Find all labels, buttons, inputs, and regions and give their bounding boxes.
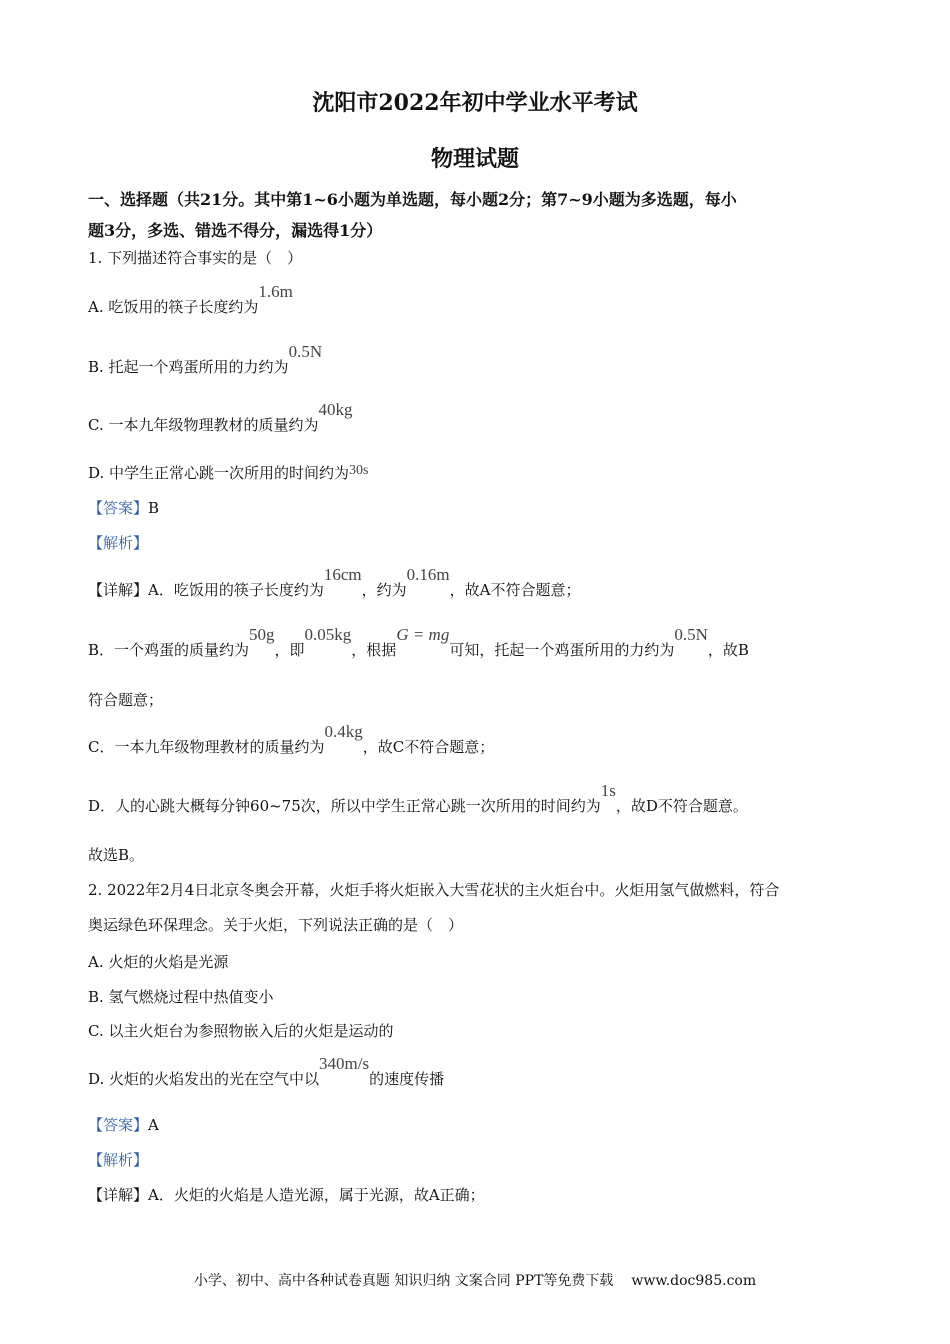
q1-detail-d-value1: 1s [600, 781, 616, 800]
exam-subtitle: 物理试题 [430, 146, 519, 172]
footer-url[interactable]: www.doc985.com [631, 1273, 757, 1289]
q1-detail-b-value1: 50g [249, 625, 275, 644]
q1-option-b [88, 342, 323, 377]
q1-detail-a [88, 565, 581, 600]
q1-option-d-value: 30s [349, 463, 369, 478]
q1-detail-b-text2: ，即 [274, 641, 305, 659]
q2-answer-value: A [148, 1116, 159, 1134]
q2-option-b: B. 氢气燃烧过程中热值变小 [88, 988, 274, 1006]
q1-detail-a-text3: ，故A不符合题意； [449, 581, 581, 599]
q1-detail-a-text: A．吃饭用的筷子长度约为 [148, 581, 324, 599]
q1-detail-a-value2: 0.16m [406, 565, 450, 584]
q1-answer-tag: 【答案】 [88, 499, 149, 517]
q1-detail-d-text: D．人的心跳大概每分钟60~75次，所以中学生正常心跳一次所用的时间约为 [88, 797, 601, 815]
q1-detail-b-text5: ，故B [707, 641, 749, 659]
q2-analysis [88, 1149, 148, 1170]
q1-option-a [88, 282, 293, 317]
q1-detail-d [88, 781, 748, 816]
q2-option-d [88, 1054, 445, 1089]
q1-detail-b-text4: 可知，托起一个鸡蛋所用的力约为 [449, 641, 675, 659]
q2-analysis-tag: 【解析】 [88, 1151, 149, 1169]
page-footer [0, 1270, 950, 1290]
q1-option-c-text: C. 一本九年级物理教材的质量约为 [88, 416, 319, 434]
q1-option-c-value: 40kg [318, 400, 353, 419]
q1-option-d-text: D. 中学生正常心跳一次所用的时间约为 [88, 464, 350, 482]
q1-detail-b-formula: G = mg [396, 625, 450, 644]
q1-detail-b-text3: ，根据 [351, 641, 397, 659]
section-heading-line2: 题3分，多选、错选不得分，漏选得1分） [88, 221, 383, 240]
q1-detail-c [88, 722, 495, 757]
q2-option-d-value: 340m/s [319, 1054, 370, 1073]
q1-detail-b-cont: 符合题意； [88, 691, 164, 709]
q2-option-d-text2: 的速度传播 [369, 1070, 445, 1088]
q1-option-d [88, 462, 368, 483]
q1-detail-tag: 【详解】 [88, 581, 149, 599]
q1-conclusion: 故选B。 [88, 846, 145, 864]
q1-option-b-text: B. 托起一个鸡蛋所用的力约为 [88, 358, 289, 376]
q2-option-a: A. 火炬的火焰是光源 [88, 953, 229, 971]
q2-stem-line2: 奥运绿色环保理念。关于火炬，下列说法正确的是（ ） [88, 916, 464, 934]
q1-detail-a-value1: 16cm [323, 565, 362, 584]
q2-answer-tag: 【答案】 [88, 1116, 149, 1134]
q2-option-d-text: D. 火炬的火焰发出的光在空气中以 [88, 1070, 320, 1088]
q1-detail-c-text2: ，故C不符合题意； [362, 738, 495, 756]
q2-stem-line1: 2. 2022年2月4日北京冬奥会开幕，火炬手将火炬嵌入大雪花状的主火炬台中。火炬用氢气做燃料，符合 [88, 881, 780, 899]
q1-analysis-tag: 【解析】 [88, 534, 149, 552]
exam-title: 沈阳市2022年初中学业水平考试 [312, 90, 638, 116]
q1-detail-c-text: C．一本九年级物理教材的质量约为 [88, 738, 325, 756]
q1-detail-b-text: B．一个鸡蛋的质量约为 [88, 641, 250, 659]
q1-answer-value: B [148, 499, 160, 517]
q1-detail-d-text2: ，故D不符合题意。 [615, 797, 748, 815]
q2-detail-tag: 【详解】 [88, 1186, 149, 1204]
q1-option-a-value: 1.6m [258, 282, 293, 301]
footer-text: 小学、初中、高中各种试卷真题 知识归纳 文案合同 PPT等免费下载 [193, 1273, 614, 1289]
q2-answer [88, 1114, 159, 1135]
q1-option-c [88, 400, 353, 435]
q2-option-c: C. 以主火炬台为参照物嵌入后的火炬是运动的 [88, 1022, 394, 1040]
q1-option-b-value: 0.5N [288, 342, 323, 361]
q1-detail-b-value2: 0.05kg [304, 625, 352, 644]
q1-detail-c-value1: 0.4kg [324, 722, 363, 741]
q2-detail-a-text: A．火炬的火焰是人造光源，属于光源，故A正确； [148, 1186, 485, 1204]
section-heading-line1: 一、选择题（共21分。其中第1~6小题为单选题，每小题2分；第7~9小题为多选题，每小 [88, 190, 737, 209]
q1-detail-a-text2: ，约为 [361, 581, 407, 599]
q1-stem: 1. 下列描述符合事实的是（ ） [88, 249, 303, 267]
q1-answer [88, 497, 159, 518]
q1-option-a-text: A. 吃饭用的筷子长度约为 [88, 298, 259, 316]
q2-detail-a [88, 1184, 485, 1205]
q1-detail-b [88, 625, 749, 660]
q1-detail-b-value4: 0.5N [674, 625, 708, 644]
q1-analysis [88, 532, 148, 553]
